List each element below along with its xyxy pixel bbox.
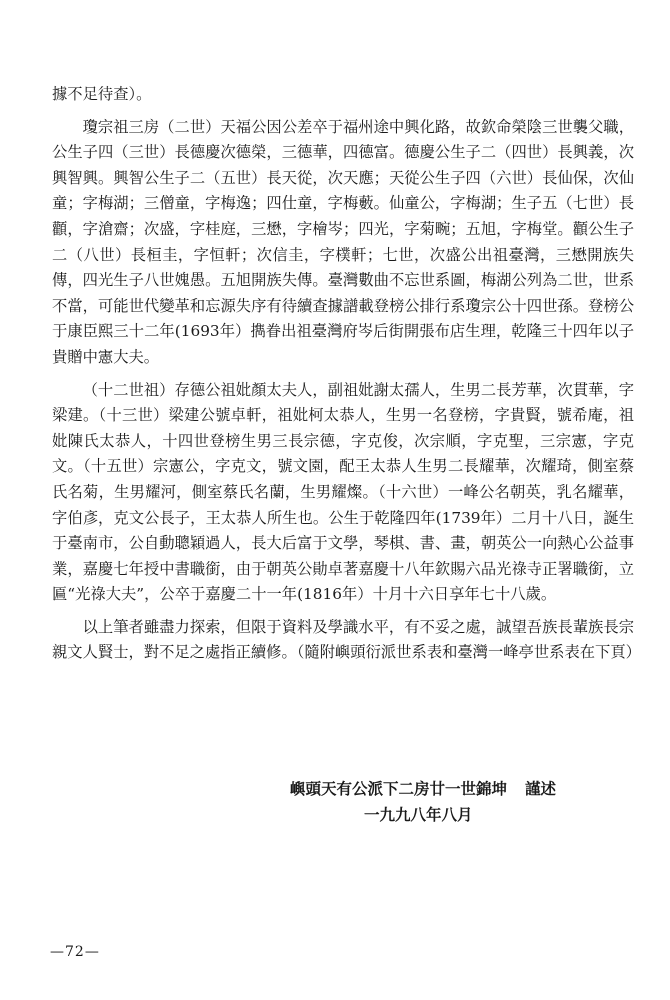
signature-closing: 謹述 (525, 779, 557, 798)
signature-line (290, 776, 630, 802)
signature-block (290, 776, 630, 828)
paragraph-twelfth-generation: （十二世祖）存德公祖妣顏太夫人，副祖妣謝太孺人，生男二長芳華，次貫華，字梁建。（十三世）梁建公號卓軒，祖妣柯太恭人，生男一名登榜，字貴賢，號希庵，祖妣陳氏太恭人，十四世登榜生男三長宗德，字克俊，次宗順，字克聖，三宗憲，字克文。（十五世）宗憲公，字克文，號文園，配王太恭人生男二長耀華，次耀琦，側室蔡氏名菊，生男耀河，側室蔡氏名蘭，生男耀燦。（十六世）一峰公名朝英，乳名耀華，字伯彥，克文公長子，王太恭人所生也。公生于乾隆四年(1739年）二月十八日，誕生于臺南市，公自動聰穎過人，長大后富于文學，琴棋、書、畫，朝英公一向熱心公益事業，嘉慶七年授中書職銜，由于朝英公勛卓著嘉慶十八年欽賜六品光祿寺正署職銜，立匾“光祿大夫”，公卒于嘉慶二十一年(1816年）十月十六日享年七十八歲。 (52, 380, 634, 604)
body-text (52, 82, 641, 666)
signature-author: 嶼頭天有公派下二房廿一世錦坤 (290, 779, 508, 798)
signature-date: 一九九八年八月 (364, 805, 473, 824)
page-number: —72— (50, 944, 100, 960)
paragraph-qiongzong-lineage: 瓊宗祖三房（二世）天福公因公差卒于福州途中興化路，故欽命榮陰三世襲父職，公生子四（三世）長德慶次德榮，三德華，四德富。德慶公生子二（四世）長興義，次興智興。興智公生子二（五世）長天從，次天應；天從公生子四（六世）長仙保，次仙童；字梅湖；三僧童，字梅逸；四仕童，字梅藪。仙童公，字梅湖；生子五（七世）長顴，字滄齋；次盛，字桂庭，三懋，字檜岑；四光，字菊畹；五旭，字梅堂。顴公生子二（八世）長桓圭，字恒軒；次信圭，字樸軒；七世，次盛公出祖臺灣，三懋開族失傳，四光生子八世媿愚。五旭開族失傳。臺灣數曲不忘世系圖，梅湖公列為二世，世系不當，可能世代變革和忘源失序有待續查據譜載登榜公排行系瓊宗公十四世孫。登榜公于康臣熙三十二年(1693年）擕眷出祖臺灣府岑后街開張布店生理，乾隆三十四年以子貴贈中憲大夫。 (52, 117, 634, 366)
paragraph-closing-note: 以上筆者雖盡力探索，但限于資料及學識水平，有不妥之處，誠望吾族長輩族長宗親文人賢士，對不足之處指正續修。（隨附嶼頭衍派世系表和臺灣一峰亭世系表在下頁） (52, 617, 641, 662)
paragraph-continuation: 據不足待查）。 (52, 85, 152, 103)
